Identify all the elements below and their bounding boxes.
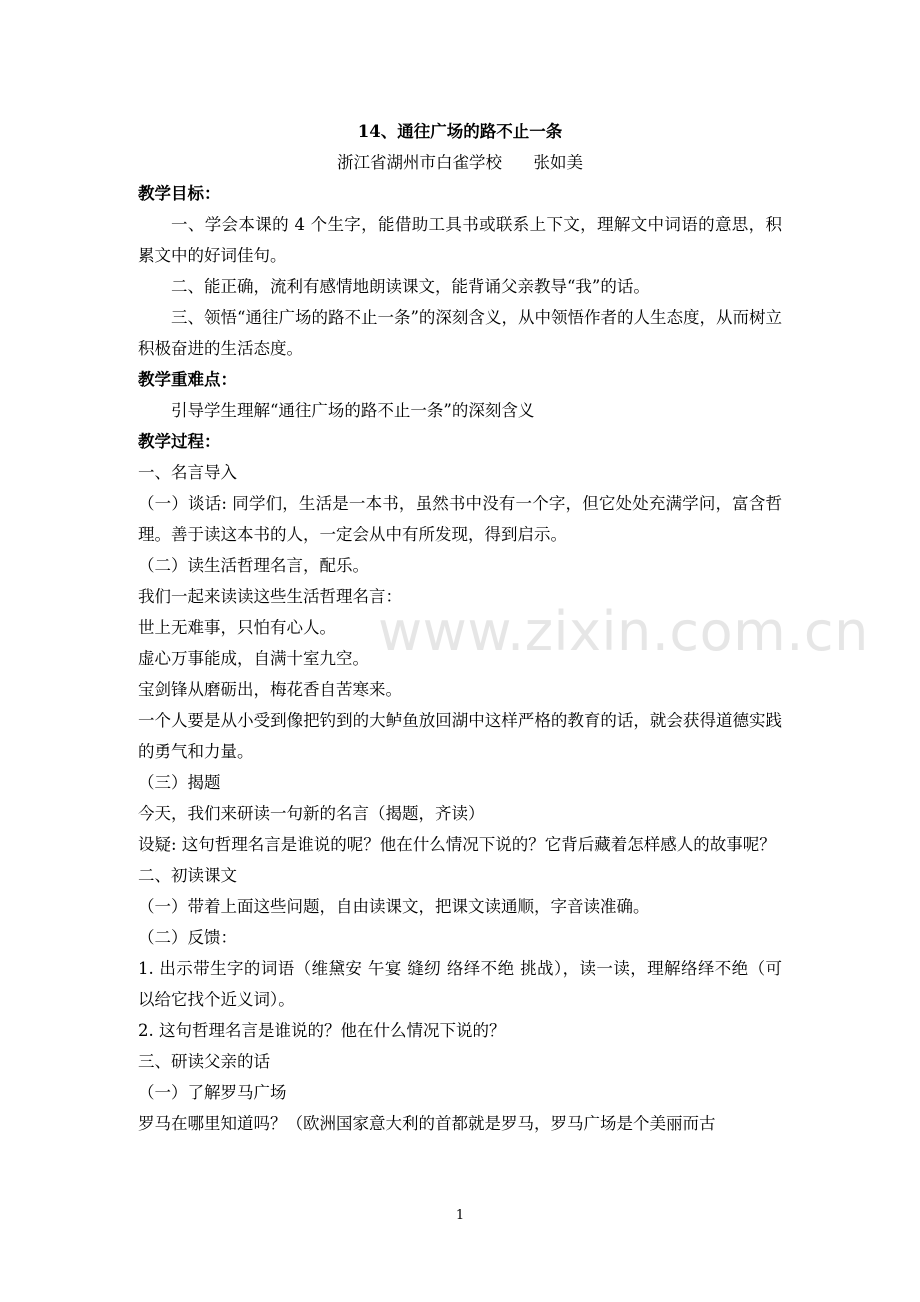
paragraph-rome: 罗马在哪里知道吗？（欧洲国家意大利的首都就是罗马，罗马广场是个美丽而古 — [138, 1114, 716, 1133]
paragraph-read-quotes: （二）读生活哲理名言，配乐。 — [138, 556, 369, 575]
subsection-rome: （一）了解罗马广场 — [138, 1083, 287, 1102]
watermark: www.zixin.com.cn — [378, 600, 869, 663]
paragraph-reveal: 今天，我们来研读一句新的名言（揭题，齐读） — [138, 804, 485, 823]
key-points-text: 引导学生理解“通往广场的路不止一条”的深刻含义 — [171, 401, 535, 420]
goal-1: 一、学会本课的 4 个生字，能借助工具书或联系上下文，理解文中词语的意思，积累文中的好词佳句。 — [138, 215, 782, 265]
paragraph-talk: （一）谈话: 同学们，生活是一本书，虽然书中没有一个字，但它处处充满学问，富含哲理。善于读这本书的人，一定会从中有所发现，得到启示。 — [138, 494, 782, 544]
goal-2: 二、能正确，流利有感情地朗读课文，能背诵父亲教导“我”的话。 — [171, 277, 650, 296]
quote-3: 宝剑锋从磨砺出，梅花香自苦寒来。 — [138, 680, 402, 699]
goals-heading: 教学目标： — [138, 184, 221, 203]
section-heading-3: 三、研读父亲的话 — [138, 1052, 270, 1071]
quote-1: 世上无难事，只怕有心人。 — [138, 618, 336, 637]
paragraph-intro-quotes: 我们一起来读读这些生活哲理名言： — [138, 587, 402, 606]
subsection-feedback: （二）反馈： — [138, 928, 237, 947]
process-heading: 教学过程： — [138, 432, 221, 451]
paragraph-who-said: 2. 这句哲理名言是谁说的？他在什么情况下说的？ — [138, 1021, 506, 1040]
key-points-heading: 教学重难点： — [138, 370, 237, 389]
page-number: 1 — [455, 1208, 465, 1223]
paragraph-questions: 设疑: 这句哲理名言是谁说的呢？他在什么情况下说的？它背后藏着怎样感人的故事呢？ — [138, 835, 776, 854]
document-title: 14、通往广场的路不止一条 — [357, 122, 563, 141]
subsection-reveal-title: （三）揭题 — [138, 773, 221, 792]
quote-2: 虚心万事能成，自满十室九空。 — [138, 649, 369, 668]
section-heading-1: 一、名言导入 — [138, 463, 237, 482]
goal-3: 三、领悟“通往广场的路不止一条”的深刻含义，从中领悟作者的人生态度，从而树立积极奋进的生活态度。 — [138, 308, 782, 358]
paragraph-vocab: 1. 出示带生字的词语（维黛安 午宴 缝纫 络绎不绝 挑战），读一读，理解络绎不绝（可以给它找个近义词）。 — [138, 959, 782, 1009]
quote-4: 一个人要是从小受到像把钓到的大鲈鱼放回湖中这样严格的教育的话，就会获得道德实践的勇气和力量。 — [138, 711, 782, 761]
author-line: 浙江省湖州市白雀学校 张如美 — [337, 153, 583, 172]
section-heading-2: 二、初读课文 — [138, 866, 237, 885]
paragraph-first-read: （一）带着上面这些问题，自由读课文，把课文读通顺，字音读准确。 — [138, 897, 650, 916]
